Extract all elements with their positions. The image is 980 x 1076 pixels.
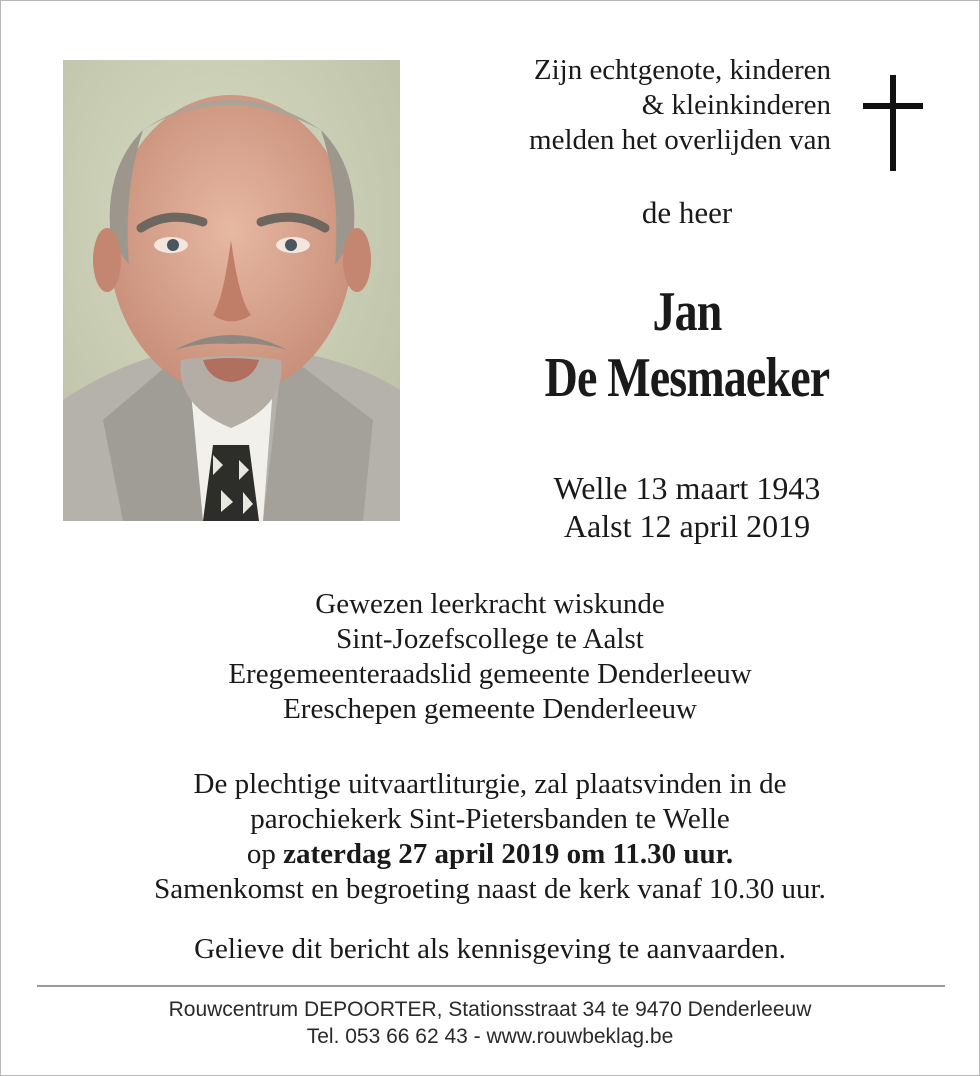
birth-date: Welle 13 maart 1943 (553, 470, 821, 506)
service-datetime-line (1, 837, 979, 872)
first-name: Jan (652, 281, 722, 343)
life-dates (431, 469, 943, 545)
footer-divider (37, 985, 945, 987)
service-datetime: zaterdag 27 april 2019 om 11.30 uur. (283, 838, 734, 870)
latin-cross-icon (863, 75, 923, 171)
funeral-home-footer (1, 996, 979, 1050)
service-line: De plechtige uitvaartliturgie, zal plaatsvinden in de (193, 768, 787, 800)
last-name: De Mesmaeker (544, 347, 830, 409)
funeral-service-section (1, 767, 979, 907)
notice-text: Gelieve dit bericht als kennisgeving te aanvaarden. (194, 933, 786, 965)
portrait-photo (63, 60, 400, 521)
death-date: Aalst 12 april 2019 (563, 508, 811, 544)
service-line: parochiekerk Sint-Pietersbanden te Welle (250, 803, 730, 835)
service-line: Samenkomst en begroeting naast de kerk vanaf 10.30 uur. (154, 873, 826, 905)
announcement-intro (431, 53, 831, 158)
honorific: de heer (641, 195, 733, 230)
deceased-name (477, 279, 897, 411)
funeral-home-contact: Tel. 053 66 62 43 - www.rouwbeklag.be (306, 1025, 674, 1048)
career-line: Eregemeenteraadslid gemeente Denderleeuw (228, 658, 752, 690)
career-line: Sint-Jozefscollege te Aalst (336, 623, 644, 655)
funeral-home-address: Rouwcentrum DEPOORTER, Stationsstraat 34 te 9470 Denderleeuw (168, 998, 812, 1021)
career-line: Gewezen leerkracht wiskunde (315, 588, 665, 620)
career-line: Ereschepen gemeente Denderleeuw (283, 693, 697, 725)
intro-line: Zijn echtgenote, kinderen (533, 54, 831, 86)
portrait-illustration (63, 60, 400, 521)
intro-line: & kleinkinderen (641, 89, 831, 121)
career-section (1, 587, 979, 727)
service-prefix: op (246, 838, 284, 870)
intro-line: melden het overlijden van (529, 124, 831, 156)
